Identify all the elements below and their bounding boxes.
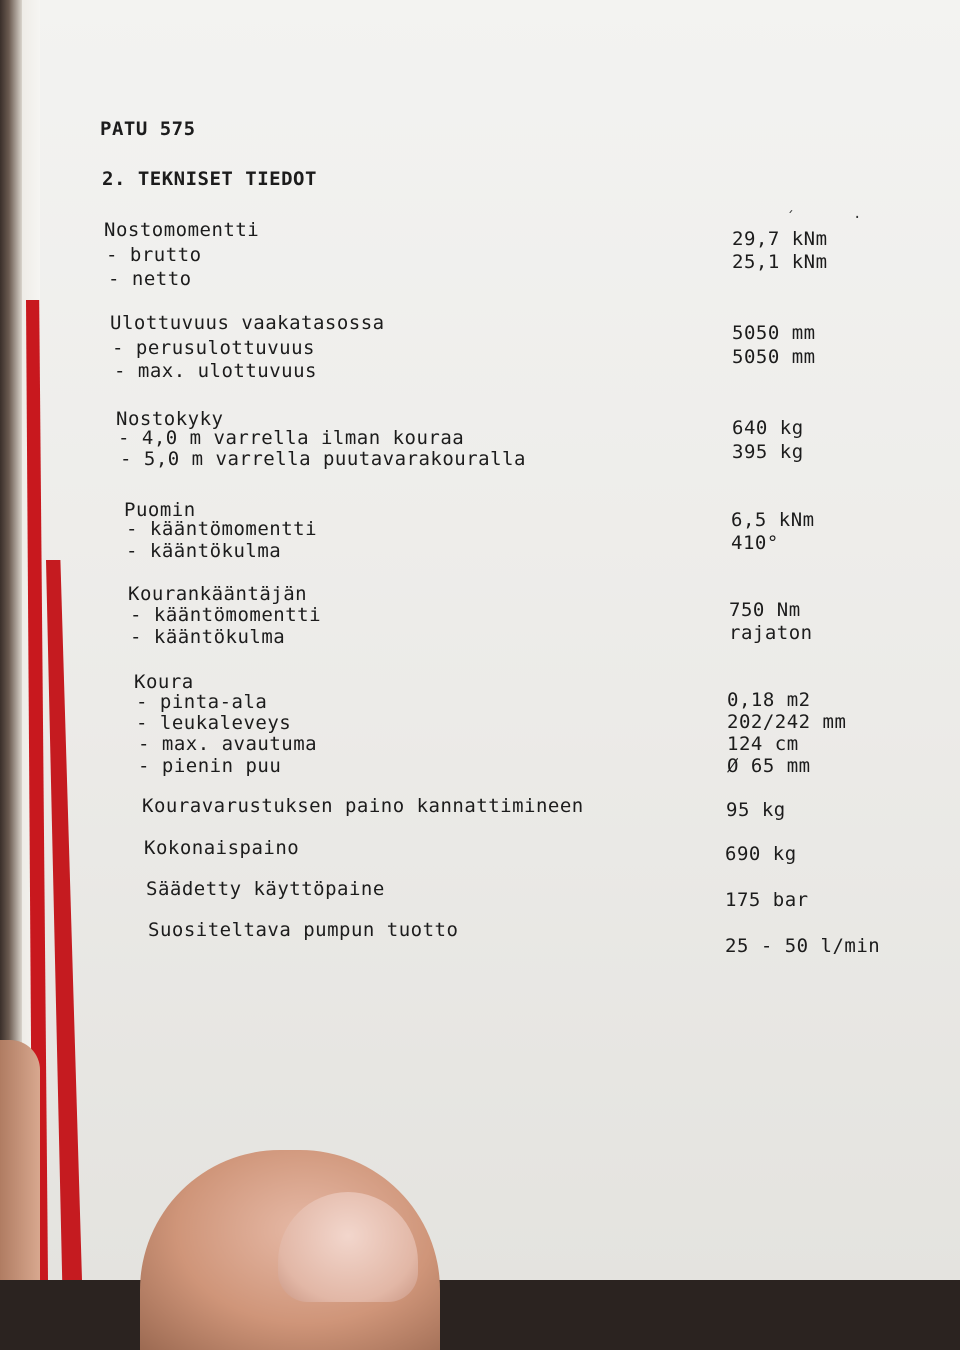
spec-value: 124 cm (727, 733, 799, 755)
spec-label: - kääntömomentti (126, 518, 318, 540)
model-title: PATU 575 (100, 118, 196, 140)
spec-label: - 4,0 m varrella ilman kouraa (118, 427, 465, 449)
pen-mark: . (853, 206, 862, 222)
spec-heading: Kourankääntäjän (128, 583, 308, 605)
spec-value: 29,7 kNm (732, 228, 828, 250)
spec-label: - max. ulottuvuus (114, 360, 317, 382)
spec-label: - kääntökulma (126, 540, 282, 562)
spec-value: 410° (731, 532, 779, 554)
section-title: 2. TEKNISET TIEDOT (102, 168, 317, 190)
spec-label: - 5,0 m varrella puutavarakouralla (120, 448, 526, 470)
pen-mark: ´ (786, 210, 795, 226)
spec-value: 690 kg (725, 843, 797, 865)
spec-label: - max. avautuma (138, 733, 318, 755)
spec-value: 25,1 kNm (732, 251, 828, 273)
spec-heading: Nostokyky (116, 408, 224, 430)
spec-heading: Nostomomentti (104, 219, 260, 241)
spec-label: - pienin puu (138, 755, 282, 777)
spec-value: 640 kg (732, 417, 804, 439)
spec-heading: Ulottuvuus vaakatasossa (110, 312, 385, 334)
spec-label: - kääntökulma (130, 626, 286, 648)
spec-label: - perusulottuvuus (112, 337, 315, 359)
spec-heading: Koura (134, 671, 194, 693)
spec-value: 95 kg (726, 799, 786, 821)
spec-value: rajaton (729, 622, 813, 644)
spec-label: Säädetty käyttöpaine (146, 878, 385, 900)
spec-label: - kääntömomentti (130, 604, 322, 626)
spec-value: 0,18 m2 (727, 689, 811, 711)
spec-value: 175 bar (725, 889, 809, 911)
spec-value: Ø 65 mm (727, 755, 811, 777)
spec-label: - brutto (106, 244, 202, 266)
spec-heading: Puomin (124, 499, 196, 521)
spec-value: 6,5 kNm (731, 509, 815, 531)
spec-value: 5050 mm (732, 346, 816, 368)
spec-value: 395 kg (732, 441, 804, 463)
spec-label: Kouravarustuksen paino kannattimineen (142, 795, 584, 817)
spec-label: Suositeltava pumpun tuotto (148, 919, 459, 941)
spec-value: 5050 mm (732, 322, 816, 344)
spec-value: 25 - 50 l/min (725, 935, 881, 957)
spec-value: 750 Nm (729, 599, 801, 621)
spec-label: - leukaleveys (136, 712, 292, 734)
spec-label: Kokonaispaino (144, 837, 300, 859)
spec-label: - pinta-ala (136, 691, 268, 713)
spec-label: - netto (108, 268, 192, 290)
spec-value: 202/242 mm (727, 711, 847, 733)
